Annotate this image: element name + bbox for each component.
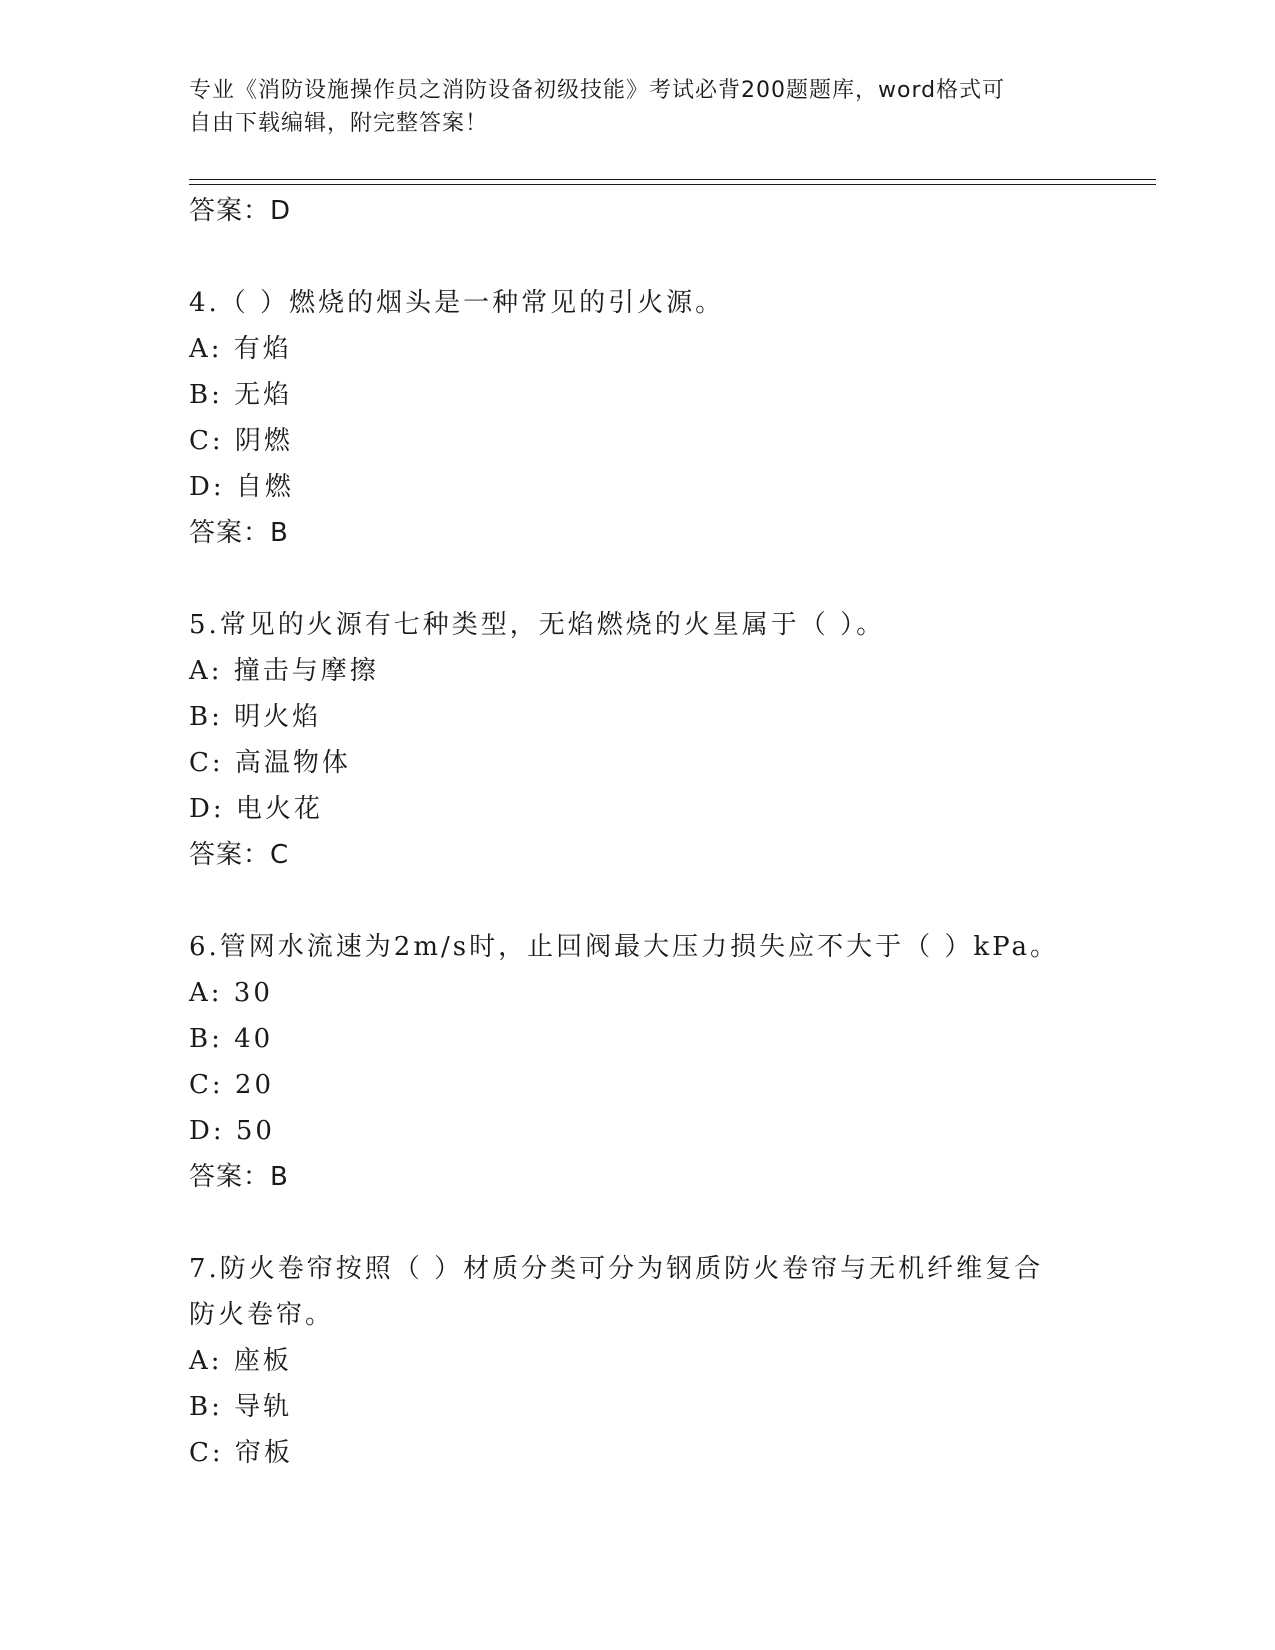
option-b: B: 导轨 bbox=[189, 1392, 293, 1422]
option-b: B: 40 bbox=[189, 1024, 274, 1054]
option-c: C: 阴燃 bbox=[189, 426, 293, 456]
option-b: B: 无焰 bbox=[189, 380, 293, 410]
question-text: 5.常见的火源有七种类型，无焰燃烧的火星属于（ ）。 bbox=[189, 610, 886, 640]
question-text: 6.管网水流速为2m/s时，止回阀最大压力损失应不大于（ ）kPa。 bbox=[189, 932, 1059, 962]
question-block-7 bbox=[189, 1246, 1089, 1476]
header-line-1: 专业《消防设施操作员之消防设备初级技能》考试必背200题题库，word格式可 bbox=[189, 78, 1006, 103]
question-block-4 bbox=[189, 280, 1089, 556]
option-a: A: 撞击与摩擦 bbox=[189, 656, 379, 686]
answer-text: 答案：B bbox=[189, 1162, 289, 1192]
option-d: D: 自燃 bbox=[189, 472, 294, 502]
question-block-5 bbox=[189, 602, 1089, 878]
option-a: A: 30 bbox=[189, 978, 273, 1008]
option-d: D: 50 bbox=[189, 1116, 275, 1146]
spacer bbox=[189, 234, 1089, 280]
option-a: A: 有焰 bbox=[189, 334, 292, 364]
header-divider-top bbox=[189, 179, 1156, 180]
question-text-line-1: 7.防火卷帘按照（ ）材质分类可分为钢质防火卷帘与无机纤维复合 bbox=[189, 1254, 1044, 1284]
option-a: A: 座板 bbox=[189, 1346, 292, 1376]
option-c: C: 20 bbox=[189, 1070, 275, 1100]
question-list bbox=[189, 188, 1089, 1476]
question-block-6 bbox=[189, 924, 1089, 1200]
header-line-2: 自由下载编辑，附完整答案！ bbox=[189, 111, 489, 136]
answer-text: 答案：B bbox=[189, 518, 289, 548]
spacer bbox=[189, 556, 1089, 602]
question-text: 4.（ ）燃烧的烟头是一种常见的引火源。 bbox=[189, 288, 725, 318]
spacer bbox=[189, 878, 1089, 924]
question-text-line-2: 防火卷帘。 bbox=[189, 1300, 335, 1330]
answer-text: 答案：C bbox=[189, 840, 290, 870]
header-divider-bottom bbox=[189, 184, 1156, 185]
document-header bbox=[189, 74, 1089, 140]
spacer bbox=[189, 1200, 1089, 1246]
option-d: D: 电火花 bbox=[189, 794, 323, 824]
option-c: C: 高温物体 bbox=[189, 748, 351, 778]
answer-previous: 答案：D bbox=[189, 196, 292, 226]
option-c: C: 帘板 bbox=[189, 1438, 293, 1468]
option-b: B: 明火焰 bbox=[189, 702, 322, 732]
